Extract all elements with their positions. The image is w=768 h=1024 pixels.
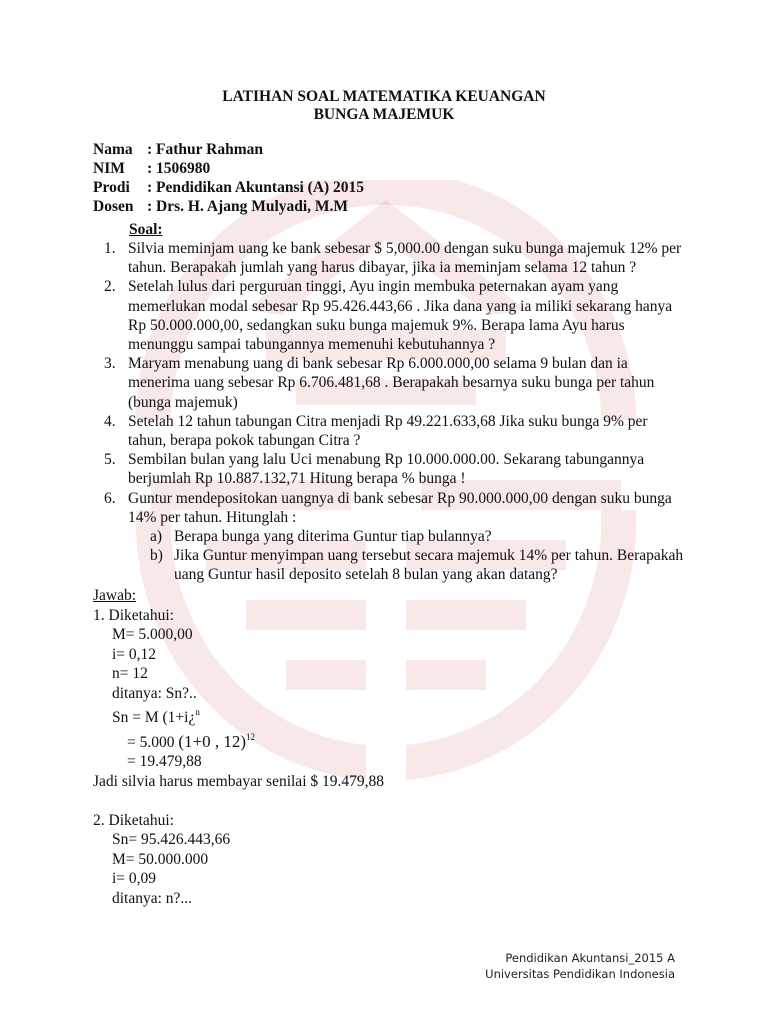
soal-heading: Soal: <box>129 221 163 238</box>
answer-1-n: n= 12 <box>112 665 148 682</box>
question-number: 3. <box>104 355 116 373</box>
answer-2-i: i= 0,09 <box>112 870 157 887</box>
formula-exponent: n <box>195 707 200 717</box>
question-item <box>0 354 688 412</box>
subquestion-item <box>128 527 694 546</box>
question-number: 4. <box>104 412 116 430</box>
step-1-text: = 5.000 <box>127 733 175 751</box>
formula-text: Sn = M (1+i¿ <box>112 709 196 726</box>
identity-value: : 1506980 <box>147 160 211 177</box>
question-item <box>0 450 688 488</box>
identity-dosen <box>93 198 348 216</box>
jawab-heading: Jawab: <box>93 587 137 604</box>
answer-1-ditanya: ditanya: Sn?.. <box>112 684 197 702</box>
blank-line <box>93 791 384 811</box>
question-text: Setelah 12 tahun tabungan Citra menjadi Rp 49.221.633,68 Jika suku bunga 9% per tahun, berapa pokok tabungan Citra ? <box>128 412 648 450</box>
question-text: Guntur mendepositokan uangnya di bank sebesar Rp 90.000.000,00 dengan suku bunga 14% per tahun. Hitunglah : <box>128 489 672 526</box>
answer-2-title: 2. Diketahui: <box>93 811 174 829</box>
answer-1-formula <box>93 703 384 728</box>
identity-nim <box>93 160 210 178</box>
answer-2-sn: Sn= 95.426.443,66 <box>112 831 231 848</box>
identity-value: : Fathur Rahman <box>147 141 263 158</box>
question-number: 2. <box>104 278 116 296</box>
question-number: 5. <box>104 451 116 469</box>
subquestion-item <box>128 546 694 584</box>
identity-prodi <box>93 179 364 197</box>
question-text: Setelah lulus dari perguruan tinggi, Ayu ingin membuka peternakan ayam yang memerlukan modal sebesar Rp 95.426.443,66 . Jika dana yang ia miliki sekarang hanya Rp 50.000.000,00, sedangkan suku bunga majemuk 9%. Berapa lama Ayu harus menunggu sampai tabungannya memenuhi kebutuhannya ? <box>128 278 673 354</box>
subquestion-number: a) <box>150 528 163 546</box>
title-line-2: BUNGA MAJEMUK <box>313 106 455 123</box>
question-number: 6. <box>104 489 116 507</box>
question-item <box>0 412 688 450</box>
question-item <box>0 277 688 354</box>
answer-1-conclusion: Jadi silvia harus membayar senilai $ 19.479,88 <box>93 772 384 790</box>
question-text: Maryam menabung uang di bank sebesar Rp 6.000.000,00 selama 9 bulan dan ia menerima uang sebesar Rp 6.706.481,68 . Berapakah besarnya suku bunga per tahun (bunga majemuk) <box>128 355 655 411</box>
subquestion-number: b) <box>150 547 163 565</box>
identity-value: : Drs. H. Ajang Mulyadi, M.M <box>147 198 349 215</box>
title-line-1: LATIHAN SOAL MATEMATIKA KEUANGAN <box>222 88 546 105</box>
identity-value: : Pendidikan Akuntansi (A) 2015 <box>147 179 365 196</box>
identity-label: Prodi <box>93 179 130 196</box>
step-1-parenthesis: (1+0 , 12) <box>178 731 247 751</box>
footer-line-1: Pendidikan Akuntansi_2015 A <box>505 951 675 965</box>
answer-2-ditanya: ditanya: n?... <box>112 889 193 907</box>
identity-nama <box>93 141 263 159</box>
answer-1-step-1 <box>93 728 384 753</box>
question-item <box>0 239 688 277</box>
answer-1-i: i= 0,12 <box>112 645 157 663</box>
answer-2-m: M= 50.000.000 <box>112 850 209 868</box>
question-item <box>0 489 688 585</box>
question-number: 1. <box>104 240 116 257</box>
question-list <box>0 239 688 585</box>
identity-label: Nama <box>93 141 133 158</box>
identity-label: Dosen <box>93 198 134 215</box>
subquestion-list <box>128 527 688 585</box>
page-footer <box>485 950 675 982</box>
answer-section <box>93 586 384 908</box>
subquestion-text: Jika Guntur menyimpan uang tersebut secara majemuk 14% per tahun. Berapakah uang Guntur hasil deposito setelah 8 bulan yang akan datang? <box>174 547 684 584</box>
subquestion-text: Berapa bunga yang diterima Guntur tiap bulannya? <box>174 528 492 546</box>
answer-1-m: M= 5.000,00 <box>112 626 193 643</box>
question-text: Silvia meminjam uang ke bank sebesar $ 5,000.00 dengan suku bunga majemuk 12% per tahun. Berapakah jumlah yang harus dibayar, jika ia meminjam selama 12 tahun ? <box>128 240 682 277</box>
question-text: Sembilan bulan yang lalu Uci menabung Rp 10.000.000.00. Sekarang tabungannya berjumlah Rp 10.887.132,71 Hitung berapa % bunga ! <box>128 451 645 488</box>
footer-line-2: Universitas Pendidikan Indonesia <box>485 967 675 981</box>
step-1-exponent: 12 <box>246 731 256 742</box>
answer-1-step-2: = 19.479,88 <box>127 753 202 770</box>
identity-label: NIM <box>93 160 125 177</box>
answer-1-title: 1. Diketahui: <box>93 606 174 624</box>
